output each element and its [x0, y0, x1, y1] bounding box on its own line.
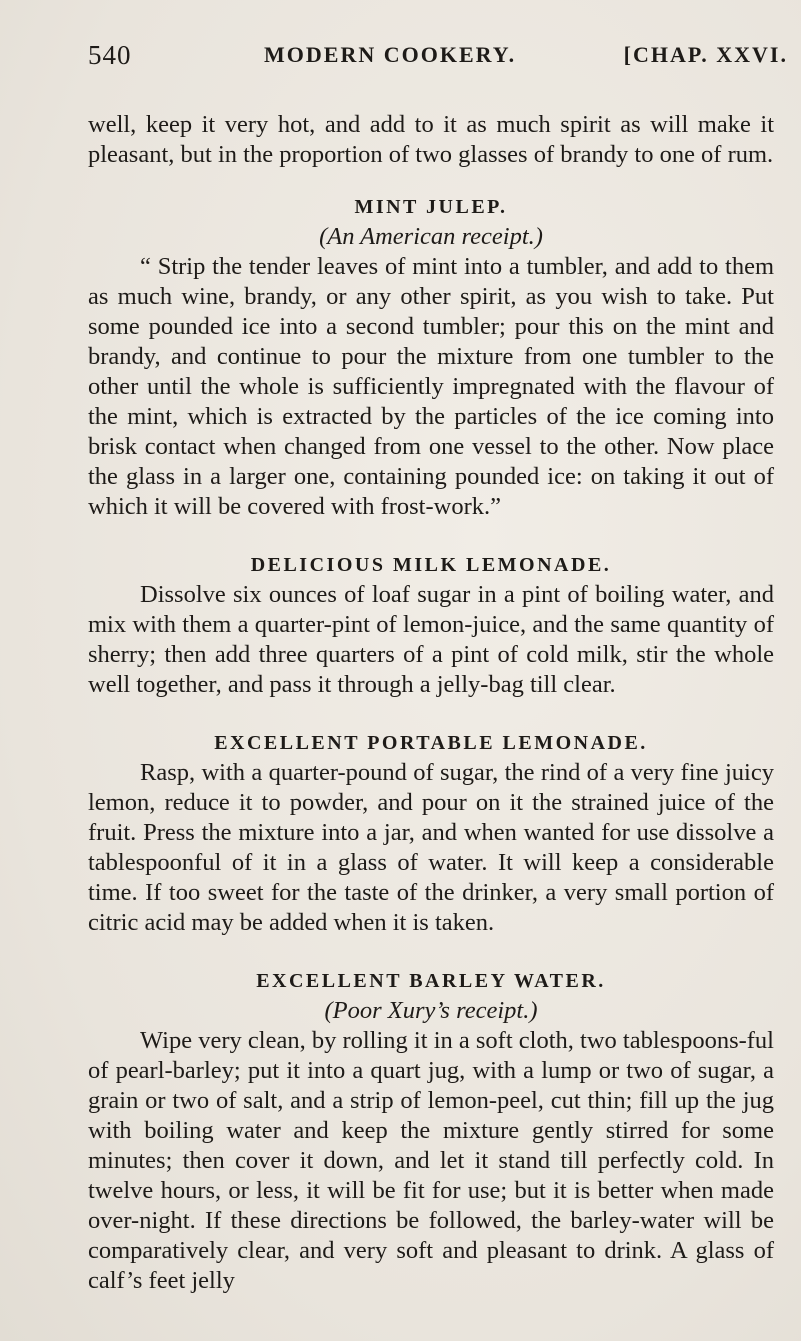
- recipe-subtitle: (Poor Xury’s receipt.): [324, 997, 538, 1024]
- recipe-text: Dissolve six ounces of loaf sugar in a pint of boiling water, and mix with them a quarter-pint of lemon-juice, and the same quantity of sherry; then add three quarters of a pint of cold milk, stir the whole well together, and pass it through a jelly-bag till clear.: [88, 581, 774, 698]
- recipe-milk-lemonade: [88, 550, 774, 700]
- recipe-title: EXCELLENT BARLEY WATER.: [256, 970, 606, 992]
- page-number: 540: [88, 40, 132, 70]
- running-title: MODERN COOKERY.: [264, 42, 517, 67]
- recipe-text: Rasp, with a quarter-pound of sugar, the rind of a very fine juicy lemon, reduce it to powder, and pour on it the strained juice of the fruit. Press the mixture into a jar, and when wanted for use dissolve a tablespoonful of it in a glass of water. It will keep a considerable time. If too sweet for the taste of the drinker, a very small portion of citric acid may be added when it is taken.: [88, 759, 774, 936]
- recipe-mint-julep: [88, 192, 774, 522]
- recipe-text: Wipe very clean, by rolling it in a soft cloth, two tablespoons-ful of pearl-barley; put it into a quart jug, with a lump or two of sugar, a grain or two of salt, and a strip of lemon-peel, cut thin; fill up the jug with boiling water and keep the mixture gently stirred for some minutes; then cover it down, and let it stand till perfectly cold. In twelve hours, or less, it will be fit for use; but it is better when made over-night. If these directions be followed, the barley-water will be comparatively clear, and very soft and pleasant to drink. A glass of calf’s feet jelly: [88, 1027, 774, 1294]
- page-header: [88, 40, 788, 80]
- recipe-text: “ Strip the tender leaves of mint into a tumbler, and add to them as much wine, brandy, or any other spirit, as you wish to take. Put some pounded ice into a second tumbler; pour this on the mint and brandy, and continue to pour the mixture from one tumbler to the other until the whole is sufficiently impregnated with the flavour of the mint, which is extracted by the particles of the ice coming into brisk contact when changed from one vessel to the other. Now place the glass in a larger one, containing pounded ice: on taking it out of which it will be covered with frost-work.”: [88, 253, 774, 520]
- recipe-subtitle: (An American receipt.): [319, 223, 543, 250]
- intro-paragraph: well, keep it very hot, and add to it as much spirit as will make it pleasant, but in the proportion of two glasses of brandy to one of rum.: [88, 111, 774, 168]
- recipe-title: EXCELLENT PORTABLE LEMONADE.: [214, 732, 648, 754]
- recipe-title: MINT JULEP.: [354, 196, 508, 218]
- recipe-portable-lemonade: [88, 728, 774, 938]
- chapter-label: [CHAP. XXVI.: [623, 42, 788, 67]
- page-body: [88, 110, 774, 1296]
- recipe-title: DELICIOUS MILK LEMONADE.: [250, 554, 612, 576]
- recipe-barley-water: [88, 966, 774, 1296]
